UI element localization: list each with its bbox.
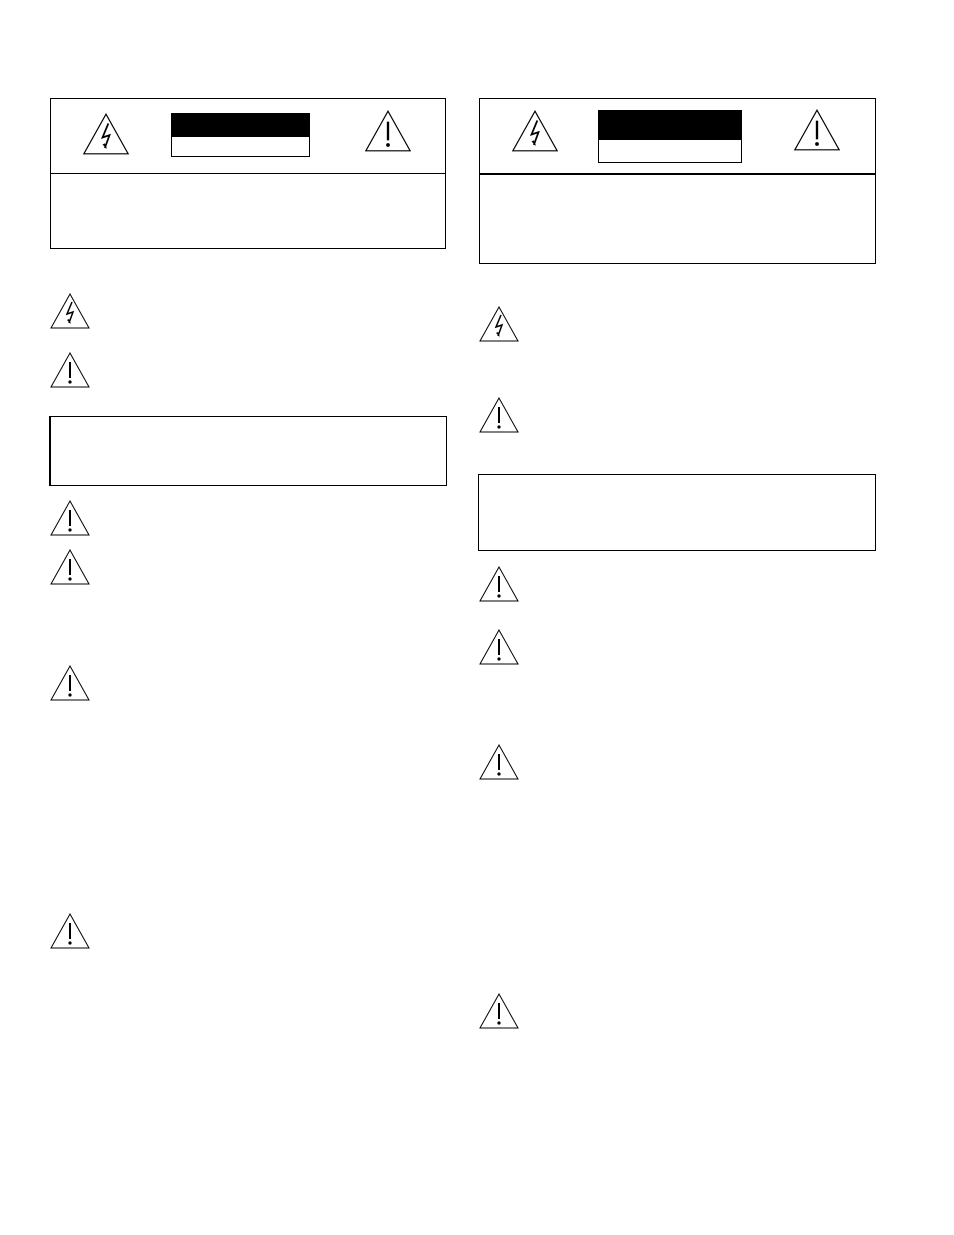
left-notice-box — [49, 416, 447, 486]
exclamation-triangle-icon — [479, 744, 519, 780]
exclamation-triangle-icon — [50, 913, 90, 949]
exclamation-triangle-icon — [364, 110, 412, 152]
lightning-triangle-icon — [82, 113, 130, 155]
warning-label-body — [171, 136, 310, 157]
lightning-triangle-icon — [50, 293, 90, 329]
warning-box-divider — [51, 173, 445, 174]
exclamation-triangle-icon — [479, 566, 519, 602]
right-notice-box — [478, 474, 876, 551]
right-warning-box — [479, 98, 876, 264]
exclamation-triangle-icon — [50, 500, 90, 536]
warning-label-body — [598, 139, 742, 163]
exclamation-triangle-icon — [50, 352, 90, 388]
exclamation-triangle-icon — [479, 993, 519, 1029]
exclamation-triangle-icon — [793, 109, 841, 151]
exclamation-triangle-icon — [50, 665, 90, 701]
lightning-triangle-icon — [479, 306, 519, 342]
exclamation-triangle-icon — [479, 629, 519, 665]
lightning-triangle-icon — [511, 110, 559, 152]
warning-box-divider — [480, 173, 875, 175]
warning-label-header — [598, 110, 742, 139]
warning-label-header — [171, 113, 310, 136]
left-warning-box — [50, 98, 446, 249]
exclamation-triangle-icon — [50, 549, 90, 585]
exclamation-triangle-icon — [479, 397, 519, 433]
